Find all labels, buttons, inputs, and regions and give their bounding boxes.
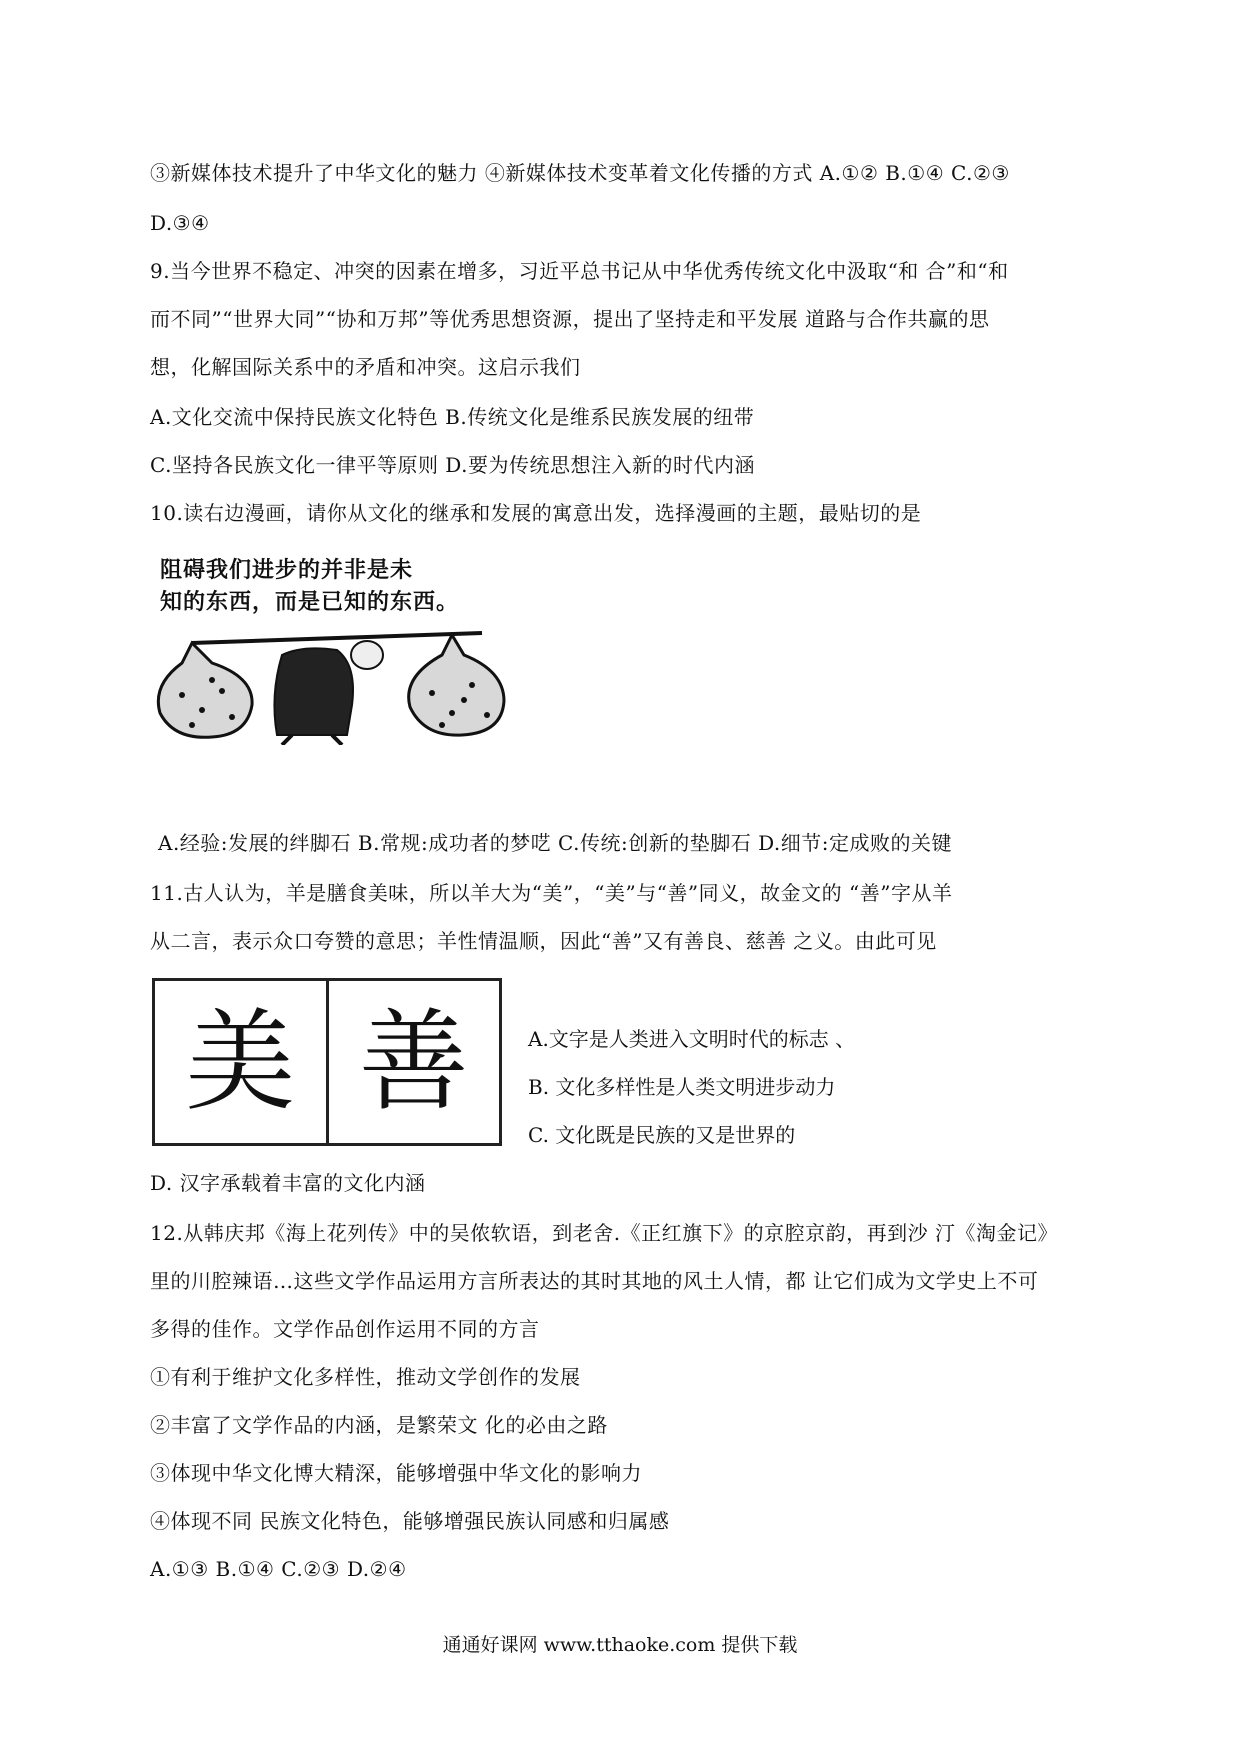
glyph-shan: 善 <box>358 998 469 1126</box>
cartoon-drawing <box>152 625 532 745</box>
question-12-item-1: ①有利于维护文化多样性，推动文学创作的发展 <box>150 1365 581 1389</box>
text-line: ③新媒体技术提升了中华文化的魅力 ④新媒体技术变革着文化传播的方式 A.①② B.①④ C.②③ <box>150 161 1010 185</box>
question-12-item-4: ④体现不同 民族文化特色，能够增强民族认同感和归属感 <box>150 1509 670 1533</box>
question-11-option-d: D. 汉字承载着丰富的文化内涵 <box>150 1171 426 1195</box>
question-12-line: 里的川腔辣语…这些文学作品运用方言所表达的其时其地的风土人情，都 让它们成为文学史上不可 <box>150 1269 1039 1293</box>
glyph-cell-mei <box>155 981 329 1143</box>
question-12-item-3: ③体现中华文化博大精深，能够增强中华文化的影响力 <box>150 1461 642 1485</box>
question-9-line: 9.当今世界不稳定、冲突的因素在增多，习近平总书记从中华优秀传统文化中汲取“和 合”和“和 <box>150 259 1009 283</box>
text-line: D.③④ <box>150 211 210 235</box>
question-10-stem: 10.读右边漫画，请你从文化的继承和发展的寓意出发，选择漫画的主题，最贴切的是 <box>150 501 922 525</box>
question-12-line: 多得的佳作。文学作品创作运用不同的方言 <box>150 1317 540 1341</box>
question-11-option-b: B. 文化多样性是人类文明进步动力 <box>528 1075 836 1099</box>
question-10-options: A.经验:发展的绊脚石 B.常规:成功者的梦呓 C.传统:创新的垫脚石 D.细节:定成败的关键 <box>158 831 953 855</box>
page-footer: 通通好课网 www.tthaoke.com 提供下载 <box>442 1634 798 1656</box>
glyph-mei: 美 <box>185 998 296 1126</box>
question-11-line: 11.古人认为，羊是膳食美味，所以羊大为“美”，“美”与“善”同义，故金文的 “善”字从羊 <box>150 881 953 905</box>
question-9-options-cd: C.坚持各民族文化一律平等原则 D.要为传统思想注入新的时代内涵 <box>150 453 755 477</box>
cartoon-caption-2: 知的东西，而是已知的东西。 <box>160 590 460 615</box>
cartoon-image <box>152 555 532 745</box>
question-12-item-2: ②丰富了文学作品的内涵，是繁荣文 化的必由之路 <box>150 1413 608 1437</box>
question-12-answers: A.①③ B.①④ C.②③ D.②④ <box>150 1557 407 1581</box>
question-9-line: 而不同”“世界大同”“协和万邦”等优秀思想资源，提出了坚持走和平发展 道路与合作共赢的思 <box>150 307 990 331</box>
glyph-cell-shan <box>329 981 500 1143</box>
bronze-script-figure <box>152 978 502 1146</box>
question-9-line: 想，化解国际关系中的矛盾和冲突。这启示我们 <box>150 355 581 379</box>
question-11-line: 从二言，表示众口夸赞的意思；羊性情温顺，因此“善”又有善良、慈善 之义。由此可见 <box>150 929 937 953</box>
question-9-options-ab: A.文化交流中保持民族文化特色 B.传统文化是维系民族发展的纽带 <box>150 405 755 429</box>
question-11-option-a: A.文字是人类进入文明时代的标志 、 <box>528 1027 856 1051</box>
question-12-line: 12.从韩庆邦《海上花列传》中的吴侬软语，到老舍.《正红旗下》的京腔京韵，再到沙 汀《淘金记》 <box>150 1221 1059 1245</box>
cartoon-caption-1: 阻碍我们进步的并非是未 <box>160 558 414 583</box>
question-11-option-c: C. 文化既是民族的又是世界的 <box>528 1123 796 1147</box>
